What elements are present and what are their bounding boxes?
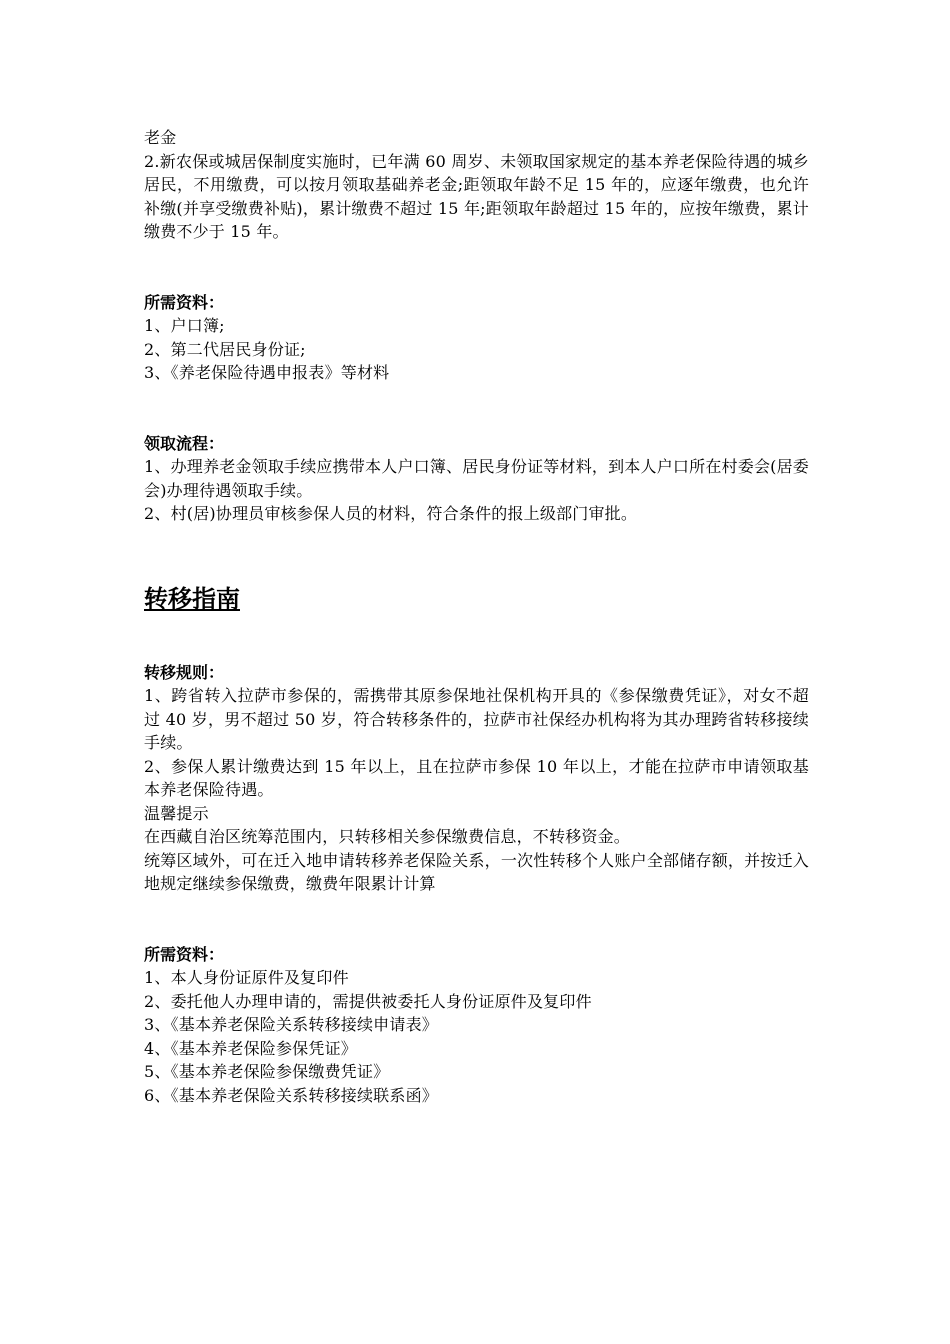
materials-transfer-item: 1、本人身份证原件及复印件 bbox=[144, 968, 349, 987]
transfer-rule-item: 2、参保人累计缴费达到 15 年以上，且在拉萨市参保 10 年以上，才能在拉萨市申请领取基本养老保险待遇。 bbox=[144, 756, 809, 799]
process-heading: 领取流程： bbox=[144, 433, 225, 453]
tip-text: 统筹区域外，可在迁入地申请转移养老保险关系，一次性转移个人账户全部储存额，并按迁入地规定继续参保缴费，缴费年限累计计算 bbox=[144, 850, 809, 893]
materials-item: 2、第二代居民身份证; bbox=[144, 339, 306, 359]
materials-item: 3、《养老保险待遇申报表》等材料 bbox=[144, 363, 390, 382]
materials-heading-transfer: 所需资料： bbox=[144, 944, 225, 964]
tip-text: 在西藏自治区统筹范围内，只转移相关参保缴费信息，不转移资金。 bbox=[144, 827, 631, 846]
paragraph-continuation: 老金 bbox=[144, 128, 177, 147]
process-item: 2、村(居)协理员审核参保人员的材料，符合条件的报上级部门审批。 bbox=[144, 504, 638, 523]
materials-transfer-item: 4、《基本养老保险参保凭证》 bbox=[144, 1038, 357, 1058]
materials-transfer-item: 2、委托他人办理申请的，需提供被委托人身份证原件及复印件 bbox=[144, 991, 592, 1011]
materials-item: 1、户口簿; bbox=[144, 316, 225, 335]
materials-transfer-item: 3、《基本养老保险关系转移接续申请表》 bbox=[144, 1015, 438, 1034]
transfer-rule-item: 1、跨省转入拉萨市参保的，需携带其原参保地社保机构开具的《参保缴费凭证》，对女不超过 40 岁，男不超过 50 岁，符合转移条件的，拉萨市社保经办机构将为其办理跨省转移接续手续。 bbox=[144, 686, 809, 752]
document-body bbox=[144, 126, 809, 1107]
section-title-transfer: 转移指南 bbox=[144, 583, 240, 613]
materials-heading: 所需资料： bbox=[144, 292, 225, 312]
transfer-rules-heading: 转移规则： bbox=[144, 662, 225, 682]
process-item: 1、办理养老金领取手续应携带本人户口簿、居民身份证等材料，到本人户口所在村委会(居委会)办理待遇领取手续。 bbox=[144, 457, 809, 500]
tip-label: 温馨提示 bbox=[144, 803, 209, 823]
materials-transfer-item: 5、《基本养老保险参保缴费凭证》 bbox=[144, 1062, 390, 1081]
materials-transfer-item: 6、《基本养老保险关系转移接续联系函》 bbox=[144, 1085, 438, 1105]
paragraph-rule-2: 2.新农保或城居保制度实施时，已年满 60 周岁、未领取国家规定的基本养老保险待遇的城乡居民，不用缴费，可以按月领取基础养老金;距领取年龄不足 15 年的，应逐年缴费，也允许补缴(并享受缴费补贴)，累计缴费不超过 15 年;距领取年龄超过 15 年的，应按年缴费，累计缴费不少于 15 年。 bbox=[144, 151, 809, 241]
